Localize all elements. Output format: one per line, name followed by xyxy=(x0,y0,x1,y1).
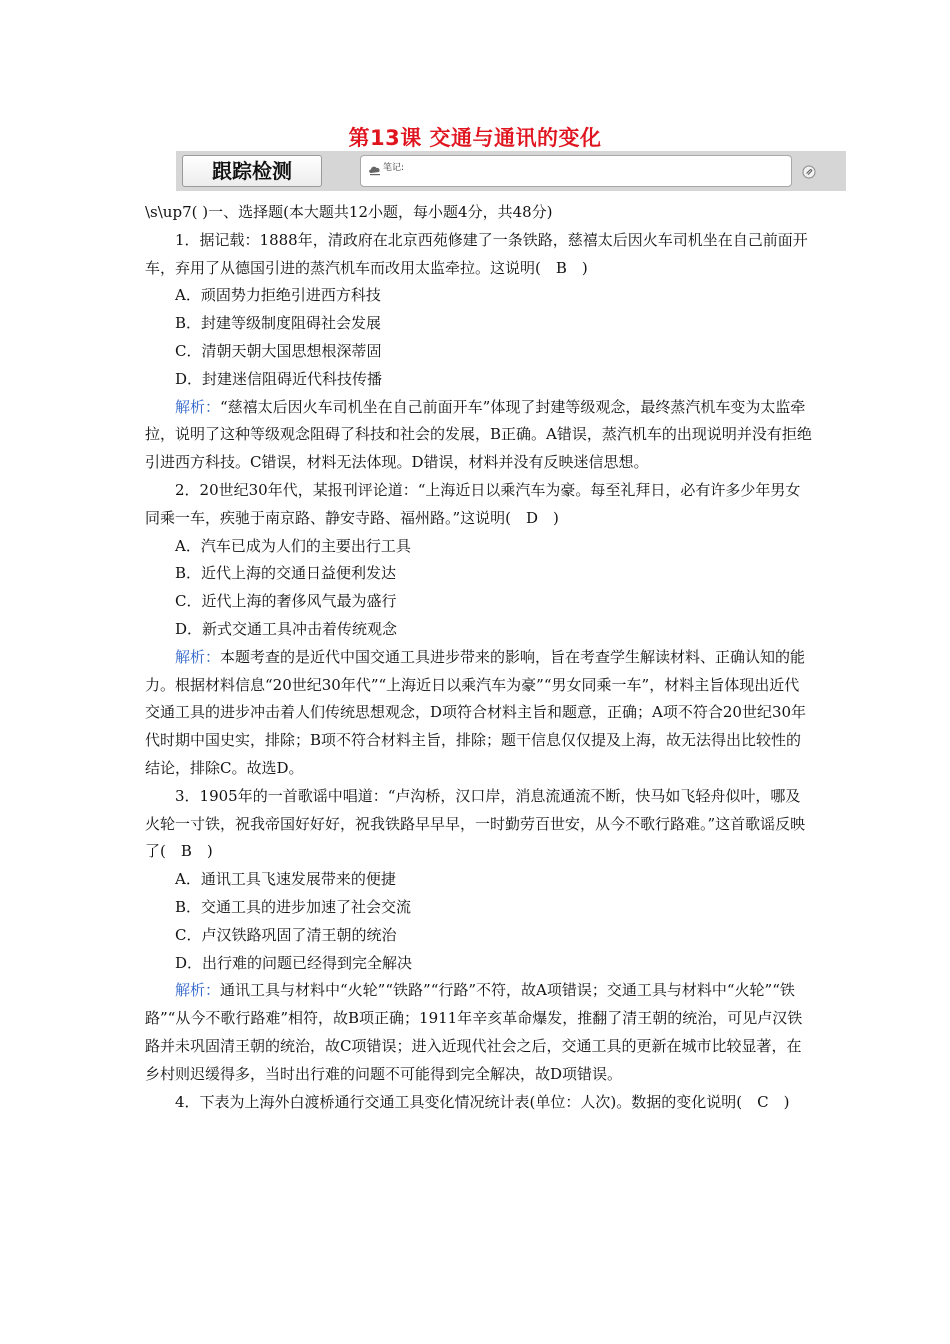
banner-tag: 跟踪检测 xyxy=(182,155,322,187)
option-d: D．新式交通工具冲击着传统观念 xyxy=(175,619,398,638)
question-2 xyxy=(145,477,813,783)
analysis-text: 本题考查的是近代中国交通工具进步带来的影响，旨在考查学生解读材料、正确认知的能力。根据材料信息“20世纪30年代”“上海近日以乘汽车为豪”“男女同乘一车”，材料主旨体现出近代交通工具的进步冲击着人们传统思想观念，D项符合材料主旨和题意，正确；A项不符合20世纪30年代时期中国史实，排除；B项不符合材料主旨，排除；题干信息仅仅提及上海，故无法得出比较性的结论，排除C。故选D。 xyxy=(145,647,807,777)
note-box[interactable] xyxy=(360,155,792,187)
option-a: A．顽固势力拒绝引进西方科技 xyxy=(175,286,381,305)
analysis xyxy=(145,394,813,477)
tracking-banner xyxy=(176,151,846,191)
question-4 xyxy=(145,1089,813,1117)
question-stem: 4．下表为上海外白渡桥通行交通工具变化情况统计表(单位：人次)。数据的变化说明( C ) xyxy=(175,1092,790,1111)
section-header: \s\up7( )一、选择题(本大题共12小题，每小题4分，共48分) xyxy=(145,203,553,221)
option-a: A．汽车已成为人们的主要出行工具 xyxy=(175,536,411,555)
analysis-label: 解析： xyxy=(175,981,221,1000)
note-label: 笔记: xyxy=(383,163,405,173)
analysis-label: 解析： xyxy=(175,647,221,666)
question-1 xyxy=(145,227,813,477)
question-stem: 2．20世纪30年代，某报刊评论道：“上海近日以乘汽车为豪。每至礼拜日，必有许多少年男女同乘一车，疾驰于南京路、静安寺路、福州路。”这说明( D ) xyxy=(145,480,801,527)
page-title: 第13课 交通与通讯的变化 xyxy=(348,126,602,150)
question-stem: 3．1905年的一首歌谣中唱道：“卢沟桥，汉口岸，消息流通流不断，快马如飞轻舟似叶，哪及火轮一寸铁，祝我帝国好好好，祝我铁路早早早，一时勤劳百世安，从今不歌行路难。”这首歌谣反映了( B ) xyxy=(145,786,806,861)
question-stem: 1．据记载：1888年，清政府在北京西苑修建了一条铁路，慈禧太后因火车司机坐在自己前面开车，弃用了从德国引进的蒸汽机车而改用太监牵拉。这说明( B ) xyxy=(145,230,808,277)
analysis xyxy=(145,977,813,1088)
question-3 xyxy=(145,783,813,1089)
option-d: D．出行难的问题已经得到完全解决 xyxy=(175,953,413,972)
paperclip-icon[interactable] xyxy=(802,164,816,183)
analysis-text: “慈禧太后因火车司机坐在自己前面开车”体现了封建等级观念，最终蒸汽机车变为太监牵拉，说明了这种等级观念阻碍了科技和社会的发展，B正确。A错误，蒸汽机车的出现说明并没有拒绝引进西方科技。C错误，材料无法体现。D错误，材料并没有反映迷信思想。 xyxy=(145,397,812,472)
option-b: B．近代上海的交通日益便利发达 xyxy=(175,564,397,583)
option-a: A．通讯工具飞速发展带来的便捷 xyxy=(175,870,396,889)
option-d: D．封建迷信阻碍近代科技传播 xyxy=(175,369,383,388)
option-c: C．近代上海的奢侈风气最为盛行 xyxy=(175,592,397,611)
option-b: B．交通工具的进步加速了社会交流 xyxy=(175,897,412,916)
option-c: C．清朝天朝大国思想根深蒂固 xyxy=(175,341,382,360)
option-c: C．卢汉铁路巩固了清王朝的统治 xyxy=(175,925,397,944)
analysis-label: 解析： xyxy=(175,397,221,416)
analysis-text: 通讯工具与材料中“火轮”“铁路”“行路”不符，故A项错误；交通工具与材料中“火轮”“铁路”“从今不歌行路难”相符，故B项正确；1911年辛亥革命爆发，推翻了清王朝的统治，可见卢汉铁路并未巩固清王朝的统治，故C项错误；进入近现代社会之后，交通工具的更新在城市比较显著，在乡村则迟缓得多，当时出行难的问题不可能得到完全解决，故D项错误。 xyxy=(145,981,803,1083)
cloud-pen-icon xyxy=(368,161,382,180)
document-content xyxy=(145,199,813,1116)
analysis xyxy=(145,644,813,783)
option-b: B．封建等级制度阻碍社会发展 xyxy=(175,314,382,333)
